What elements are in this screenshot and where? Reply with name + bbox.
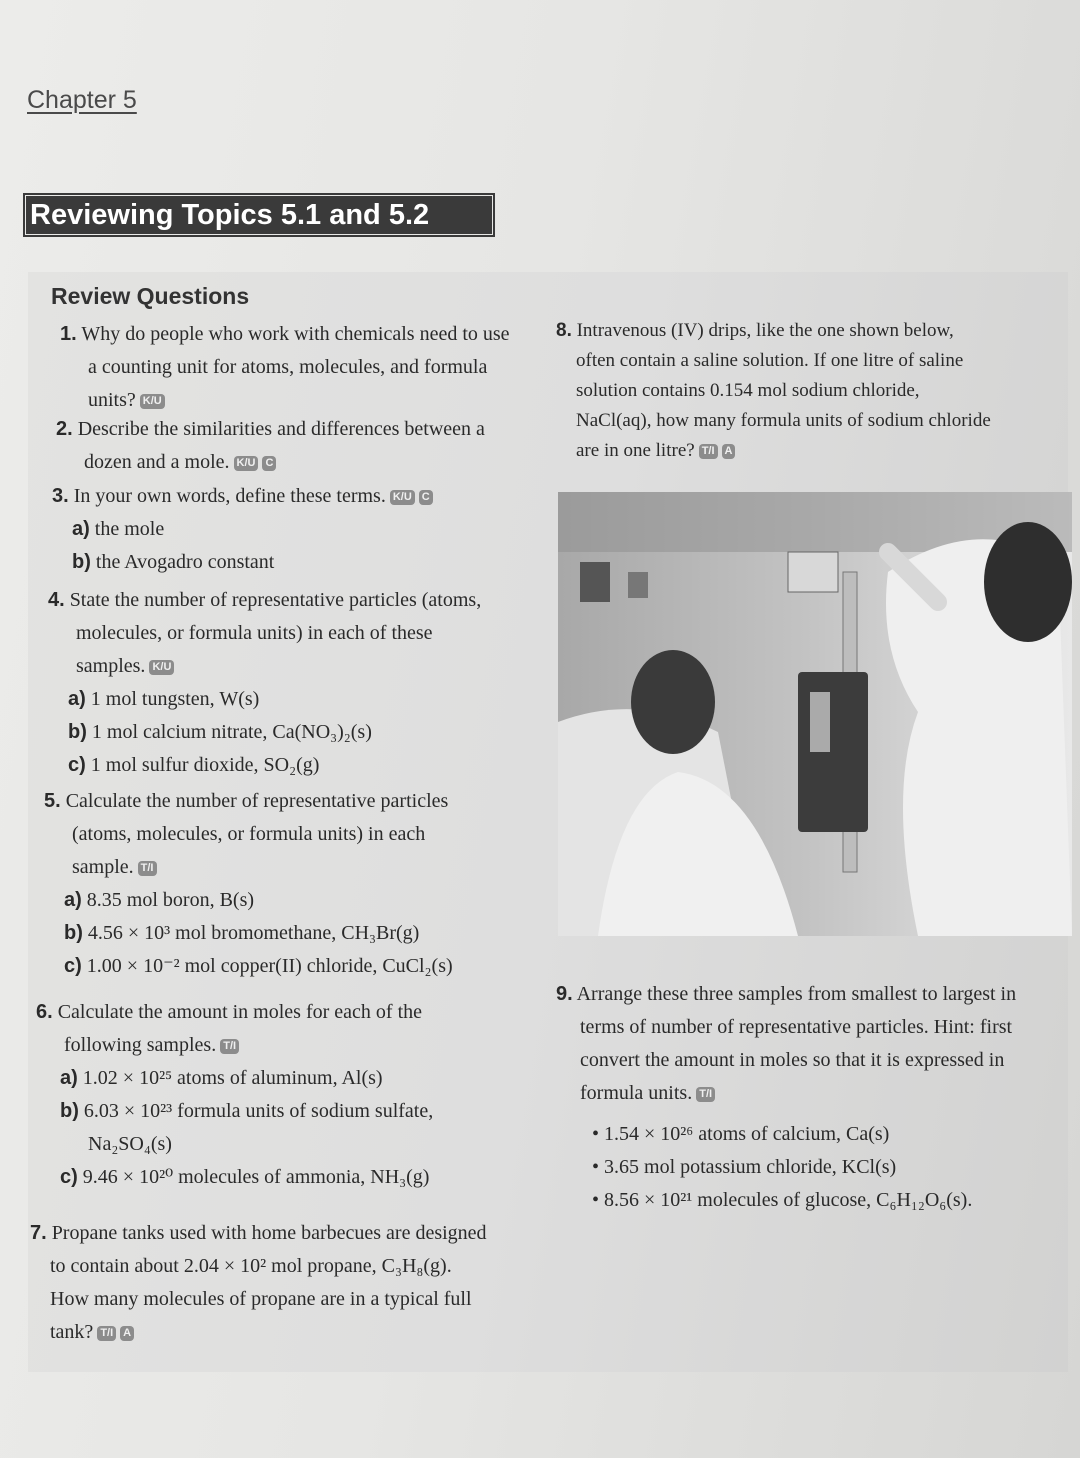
question-text: sample. <box>72 856 134 878</box>
question-text: tank? <box>50 1321 94 1343</box>
sub-label: b) <box>68 721 87 743</box>
question-number: 9. <box>556 983 573 1005</box>
sub-item: 4.56 × 10³ mol bromomethane, CH₃Br(g) <box>87 922 420 944</box>
question-text: formula units. <box>580 1082 693 1104</box>
question-text: molecules, or formula units) in each of these <box>76 622 433 644</box>
c-badge: C <box>419 490 433 505</box>
iv-drip-photo <box>558 492 1072 936</box>
ku-badge: K/U <box>149 660 174 675</box>
sub-item: 1.02 × 10²⁵ atoms of aluminum, Al(s) <box>82 1067 383 1089</box>
question-text: to contain about 2.04 × 10² mol propane, C₃H₈(g). <box>50 1255 452 1277</box>
question-text: Why do people who work with chemicals need to use <box>81 323 510 345</box>
question-text: often contain a saline solution. If one litre of saline <box>576 350 964 371</box>
sub-label: c) <box>60 1166 78 1188</box>
question-text: How many molecules of propane are in a typical full <box>50 1288 472 1310</box>
question-9 <box>556 978 1016 1217</box>
question-8 <box>556 316 991 466</box>
question-text: solution contains 0.154 mol sodium chloride, <box>576 380 920 401</box>
sub-label: a) <box>68 688 86 710</box>
list-item: • 8.56 × 10²¹ molecules of glucose, C₆H₁₂O₆(s). <box>556 1184 1016 1217</box>
sub-item: the Avogadro constant <box>95 551 275 573</box>
question-text: following samples. <box>64 1034 217 1056</box>
question-7 <box>30 1217 487 1349</box>
question-text: terms of number of representative particles. Hint: first <box>580 1016 1013 1038</box>
a-badge: A <box>120 1326 134 1341</box>
question-number: 6. <box>36 1001 53 1023</box>
ti-badge: T/I <box>220 1039 239 1054</box>
topic-banner: Reviewing Topics 5.1 and 5.2 <box>26 196 492 234</box>
sub-item: 8.35 mol boron, B(s) <box>86 889 255 911</box>
sub-item: 6.03 × 10²³ formula units of sodium sulfate, <box>83 1100 434 1122</box>
sub-item: 1.00 × 10⁻² mol copper(II) chloride, CuCl₂(s) <box>86 955 453 977</box>
sub-item: Na₂SO₄(s) <box>88 1133 172 1155</box>
ku-badge: K/U <box>140 394 165 409</box>
question-text: samples. <box>76 655 146 677</box>
question-text: convert the amount in moles so that it is expressed in <box>580 1049 1005 1071</box>
question-2 <box>56 413 485 479</box>
sub-item: 1 mol calcium nitrate, Ca(NO₃)₂(s) <box>91 721 372 743</box>
sub-item: the mole <box>94 518 165 540</box>
ti-badge: T/I <box>138 861 157 876</box>
sub-item: 1 mol tungsten, W(s) <box>90 688 260 710</box>
sub-label: b) <box>64 922 83 944</box>
list-item: • 3.65 mol potassium chloride, KCl(s) <box>556 1151 1016 1184</box>
chapter-heading: Chapter 5 <box>27 86 137 114</box>
a-badge: A <box>722 444 736 459</box>
sub-label: a) <box>72 518 90 540</box>
question-3 <box>52 480 433 579</box>
question-text: In your own words, define these terms. <box>73 485 386 507</box>
question-text: Intravenous (IV) drips, like the one shown below, <box>576 320 954 341</box>
question-number: 8. <box>556 320 572 341</box>
question-number: 2. <box>56 418 73 440</box>
question-text: dozen and a mole. <box>84 451 230 473</box>
question-text: (atoms, molecules, or formula units) in each <box>72 823 426 845</box>
section-title: Review Questions <box>51 283 250 309</box>
question-text: Calculate the number of representative particles <box>65 790 449 812</box>
question-text: units? <box>88 389 136 411</box>
ku-badge: K/U <box>390 490 415 505</box>
sub-label: a) <box>64 889 82 911</box>
sub-label: c) <box>68 754 86 776</box>
sub-label: b) <box>60 1100 79 1122</box>
question-number: 3. <box>52 485 69 507</box>
sub-item: 1 mol sulfur dioxide, SO₂(g) <box>90 754 320 776</box>
ti-badge: T/I <box>699 444 718 459</box>
question-number: 1. <box>60 323 77 345</box>
ti-badge: T/I <box>696 1087 715 1102</box>
ti-badge: T/I <box>97 1326 116 1341</box>
question-text: Arrange these three samples from smallest to largest in <box>576 983 1017 1005</box>
question-1 <box>60 318 510 417</box>
question-number: 4. <box>48 589 65 611</box>
c-badge: C <box>262 456 276 471</box>
question-text: Calculate the amount in moles for each of the <box>57 1001 423 1023</box>
sub-item: 9.46 × 10²⁰ molecules of ammonia, NH₃(g) <box>82 1166 430 1188</box>
question-text: State the number of representative particles (atoms, <box>69 589 482 611</box>
question-text: NaCl(aq), how many formula units of sodium chloride <box>576 410 991 431</box>
question-text: a counting unit for atoms, molecules, and formula <box>88 356 488 378</box>
list-item: • 1.54 × 10²⁶ atoms of calcium, Ca(s) <box>556 1118 1016 1151</box>
iv-drip-photo-illustration <box>558 492 1072 936</box>
question-4 <box>48 584 481 782</box>
question-6 <box>36 996 433 1194</box>
sub-label: c) <box>64 955 82 977</box>
question-number: 7. <box>30 1222 47 1244</box>
question-number: 5. <box>44 790 61 812</box>
question-5 <box>44 785 453 983</box>
question-text: Propane tanks used with home barbecues are designed <box>51 1222 487 1244</box>
question-text: Describe the similarities and differences between a <box>77 418 485 440</box>
question-text: are in one litre? <box>576 440 695 461</box>
sub-label: b) <box>72 551 91 573</box>
ku-badge: K/U <box>234 456 259 471</box>
sub-label: a) <box>60 1067 78 1089</box>
